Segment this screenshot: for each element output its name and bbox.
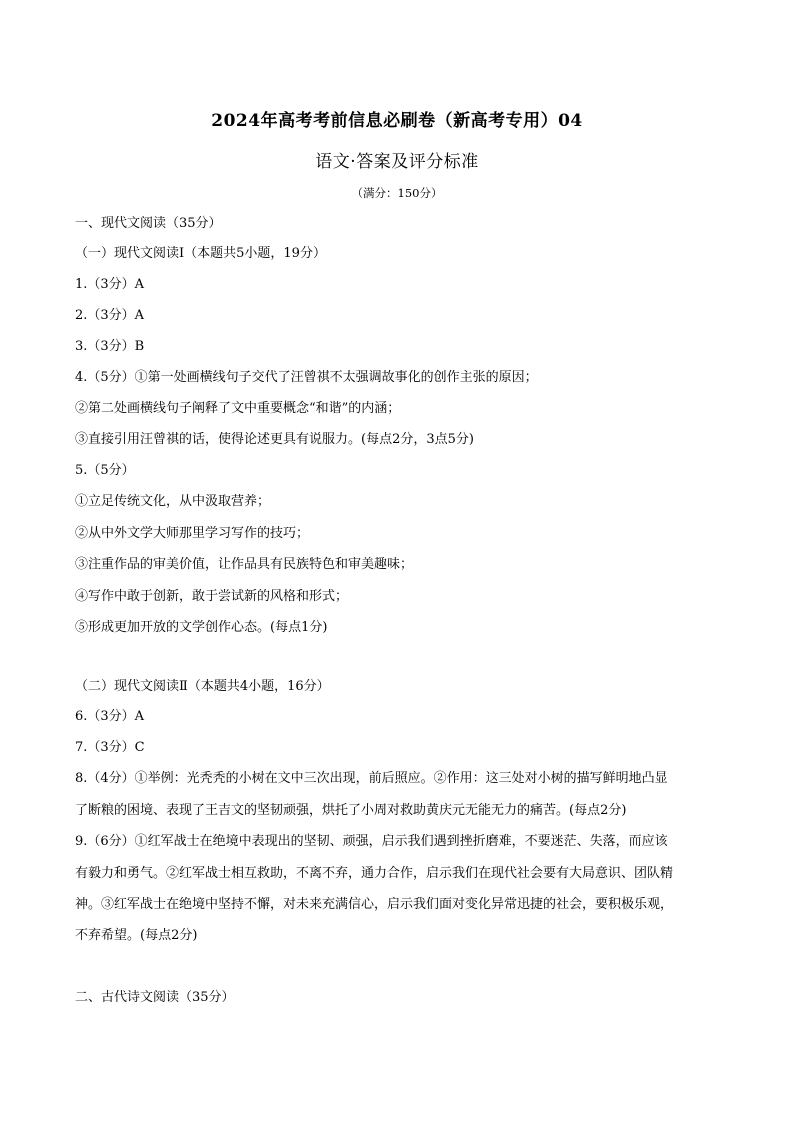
document-subtitle: 语文·答案及评分标准 (315, 152, 479, 172)
subsection-heading-reading-2: （二）现代文阅读Ⅱ（本题共4小题，16分） (75, 679, 330, 694)
section-heading-classical-reading: 二、古代诗文阅读（35分） (75, 990, 235, 1005)
answer-q9-line3: 神。③红军战士在绝境中坚持不懈，对未来充满信心，启示我们面对变化异常迅捷的社会，要积极乐观， (75, 897, 674, 912)
answer-q9-line1: 9.（6分）①红军战士在绝境中表现出的坚韧、顽强，启示我们遇到挫折磨难，不要迷茫、失落，而应该 (75, 834, 668, 849)
answer-q9-line2: 有毅力和勇气。②红军战士相互救助，不离不弃，通力合作，启示我们在现代社会要有大局意识、团队精 (75, 866, 674, 881)
answer-q4-line1: 4.（5分）①第一处画横线句子交代了汪曾祺不太强调故事化的创作主张的原因； (75, 370, 538, 385)
answer-q7: 7.（3分）C (75, 740, 145, 755)
full-score-note: （满分：150分） (351, 186, 443, 200)
answer-q5-point3: ③注重作品的审美价值，让作品具有民族特色和审美趣味； (75, 557, 414, 572)
answer-q8-line1: 8.（4分）①举例：光秃秃的小树在文中三次出现，前后照应。②作用：这三处对小树的描写鲜明地凸显 (75, 771, 668, 786)
answer-q4-line2: ②第二处画横线句子阐释了文中重要概念“和谐”的内涵； (75, 401, 401, 416)
answer-q2: 2.（3分）A (75, 308, 145, 323)
answer-q5-point4: ④写作中敢于创新，敢于尝试新的风格和形式； (75, 589, 349, 604)
answer-q5-point1: ①立足传统文化，从中汲取营养； (75, 494, 271, 509)
answer-q5-point5: ⑤形成更加开放的文学创作心态。(每点1分) (75, 620, 328, 635)
document-title: 2024年高考考前信息必刷卷（新高考专用）04 (211, 111, 583, 131)
answer-q5-header: 5.（5分） (75, 463, 135, 478)
answer-q8-line2: 了断粮的困境、表现了王吉文的坚韧顽强，烘托了小周对救助黄庆元无能无力的痛苦。(每点2分) (75, 803, 627, 818)
answer-q6: 6.（3分）A (75, 709, 145, 724)
answer-q9-line4: 不弃希望。(每点2分) (75, 928, 198, 943)
answer-q4-line3: ③直接引用汪曾祺的话，使得论述更具有说服力。(每点2分，3点5分) (75, 432, 474, 447)
answer-q5-point2: ②从中外文学大师那里学习写作的技巧； (75, 526, 310, 541)
answer-q1: 1.（3分）A (75, 277, 145, 292)
answer-q3: 3.（3分）B (75, 339, 145, 354)
subsection-heading-reading-1: （一）现代文阅读Ⅰ（本题共5小题，19分） (75, 246, 326, 261)
section-heading-modern-reading: 一、现代文阅读（35分） (75, 216, 222, 231)
